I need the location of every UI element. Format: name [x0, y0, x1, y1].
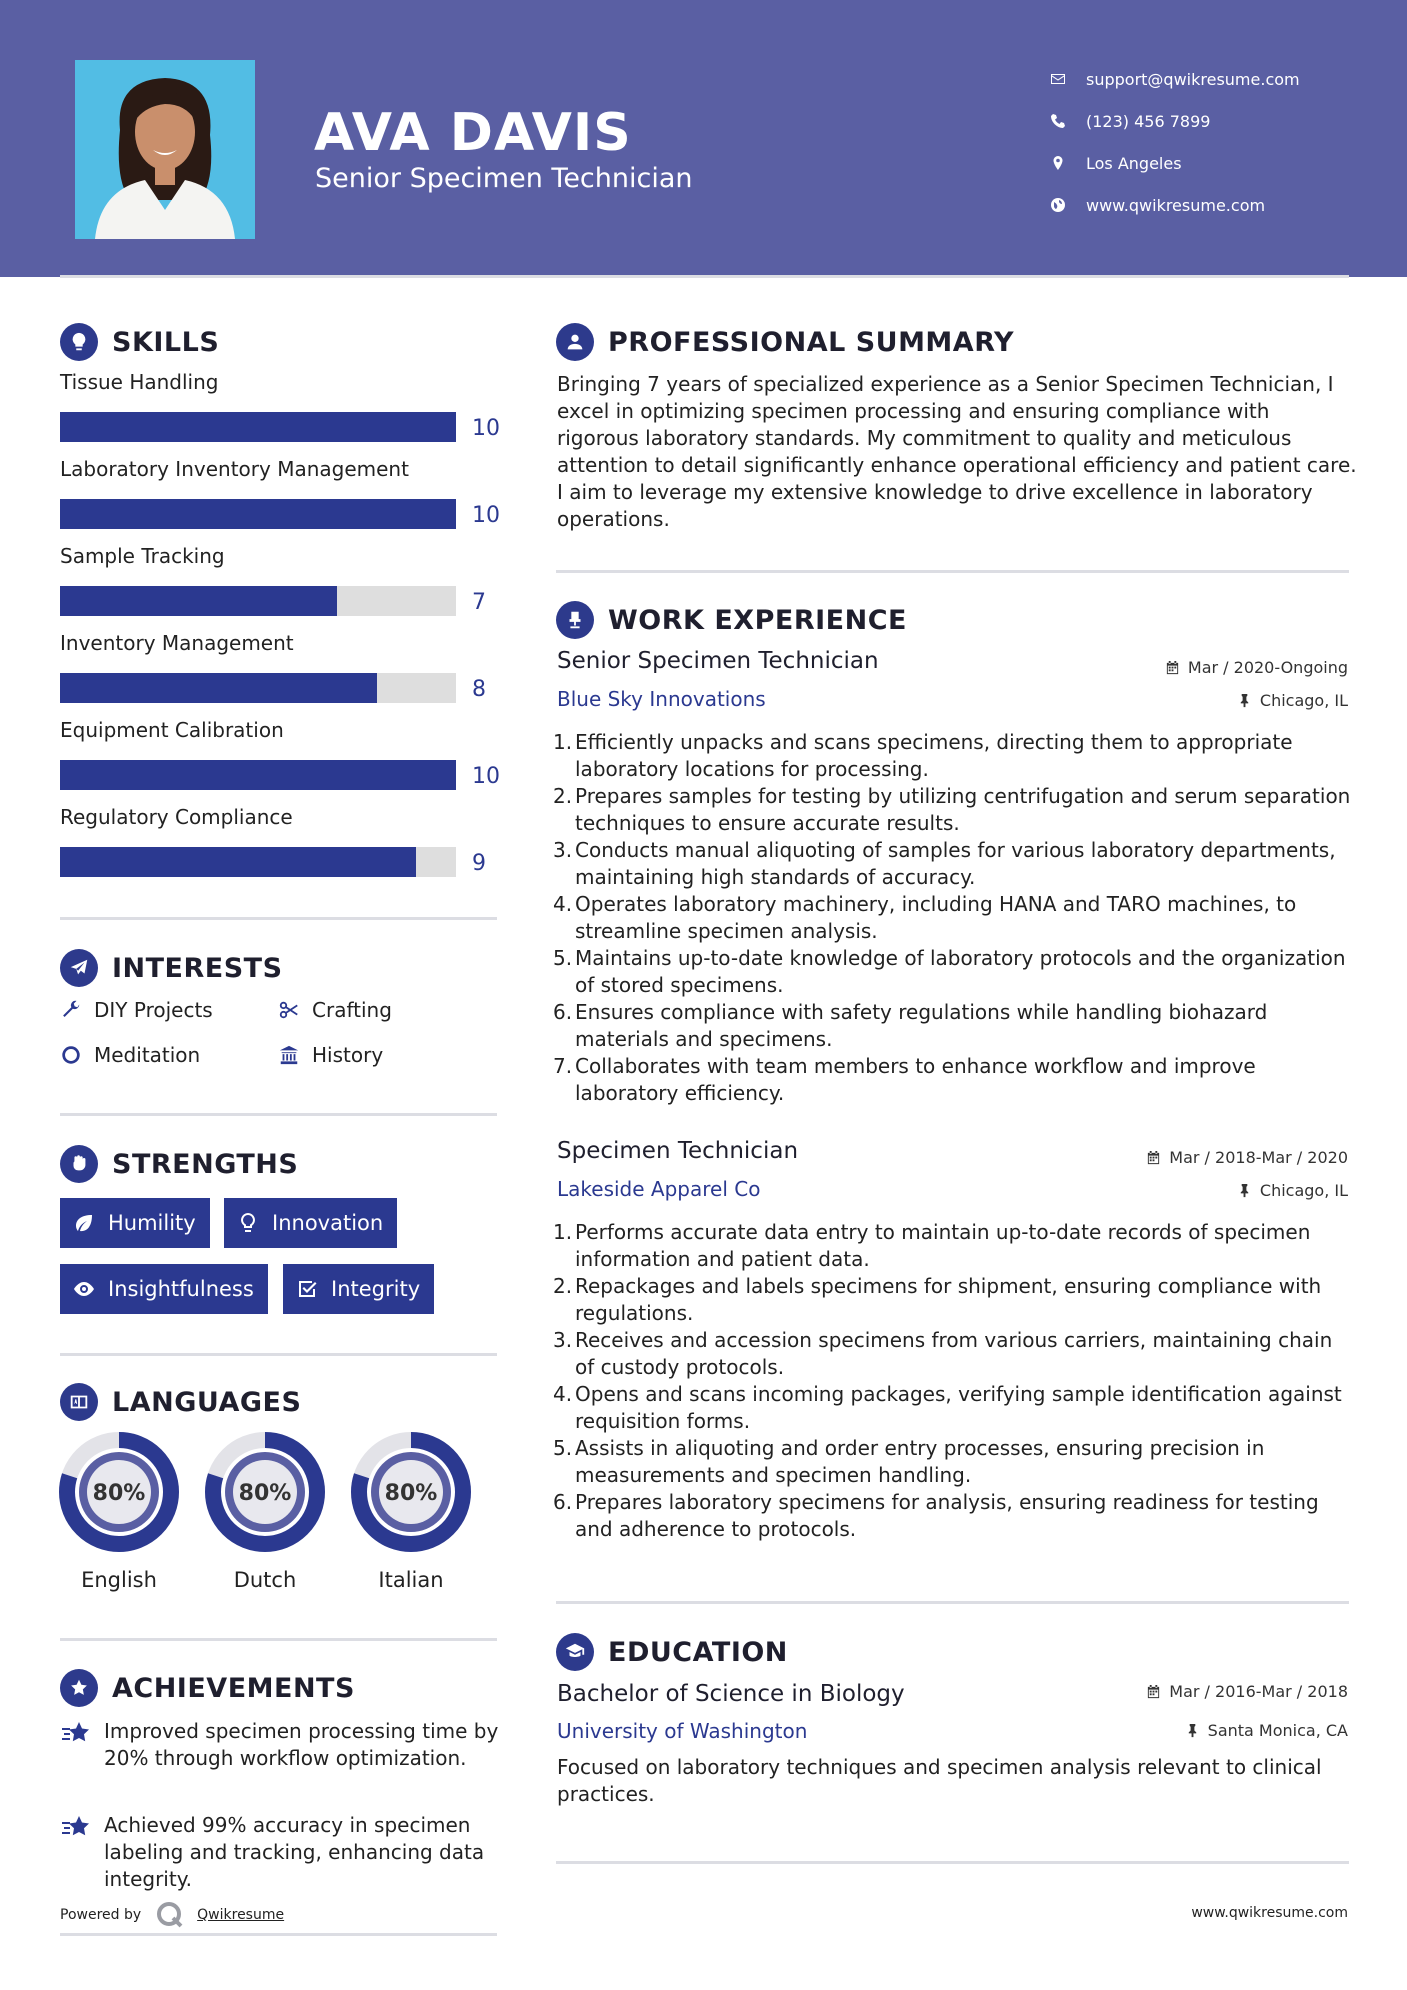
summary-divider	[556, 570, 1349, 573]
contact-location	[1050, 142, 1300, 184]
strength-badge-insightfulness	[60, 1264, 268, 1314]
envelope-icon	[1050, 71, 1086, 87]
job-duty-item: 4. Opens and scans incoming packages, verifying sample identification against requisition forms.	[553, 1382, 1342, 1433]
education-dates	[1146, 1682, 1348, 1701]
contact-website[interactable]	[1050, 184, 1300, 226]
eye-icon	[72, 1277, 96, 1301]
skills-title: SKILLS	[112, 326, 220, 358]
user-icon	[556, 323, 594, 361]
profile-photo	[75, 60, 255, 239]
skill-item	[60, 631, 510, 703]
calendar-icon	[1165, 660, 1180, 675]
experience-title: WORK EXPERIENCE	[608, 604, 907, 636]
languages-heading	[60, 1383, 301, 1421]
language-item	[57, 1430, 181, 1592]
job-company: Lakeside Apparel Co	[557, 1177, 761, 1201]
scissors-icon	[278, 999, 300, 1021]
interest-item-crafting	[278, 998, 392, 1022]
strengths-divider	[60, 1353, 497, 1356]
job-duty-item: 5. Maintains up-to-date knowledge of laboratory protocols and the organization of stored specimens.	[553, 946, 1346, 997]
powered-by-label: Powered by	[60, 1907, 142, 1923]
skill-name: Tissue Handling	[60, 370, 219, 394]
strength-label: Innovation	[272, 1211, 384, 1235]
skills-heading	[60, 323, 219, 361]
job-duty-text: Opens and scans incoming packages, verifying sample identification against requisition forms.	[575, 1382, 1342, 1433]
language-donut	[57, 1430, 181, 1554]
star-icon	[60, 1814, 92, 1842]
job-dates	[1165, 658, 1348, 677]
skill-bar-fill	[60, 673, 377, 703]
museum-icon	[278, 1044, 300, 1066]
contact-phone-text: (123) 456 7899	[1086, 111, 1211, 131]
job-duty-item: 7. Collaborates with team members to enhance workflow and improve laboratory efficiency.	[553, 1054, 1256, 1105]
pushpin-icon	[1237, 693, 1252, 708]
contact-website-text: www.qwikresume.com	[1086, 195, 1266, 215]
language-donut	[349, 1430, 473, 1554]
job-duty-text: Maintains up-to-date knowledge of laboratory protocols and the organization of stored specimens.	[575, 946, 1346, 997]
globe-icon	[1050, 197, 1086, 213]
education-title: EDUCATION	[608, 1636, 788, 1668]
achievements-title: ACHIEVEMENTS	[112, 1672, 355, 1704]
skill-name: Equipment Calibration	[60, 718, 284, 742]
skill-item	[60, 544, 510, 616]
wrench-icon	[60, 999, 82, 1021]
contact-email-text: support@qwikresume.com	[1086, 69, 1300, 89]
strength-label: Insightfulness	[108, 1277, 254, 1301]
achievement-item	[60, 1812, 500, 1893]
experience-divider	[556, 1601, 1349, 1604]
interest-item-diy	[60, 998, 213, 1022]
footer-url-link[interactable]: www.qwikresume.com	[1191, 1905, 1348, 1921]
job-duty-text: Receives and accession specimens from various carriers, maintaining chain of custody protocols.	[575, 1328, 1333, 1379]
strength-label: Humility	[108, 1211, 196, 1235]
job-duty-item: 4. Operates laboratory machinery, including HANA and TARO machines, to streamline specimen analysis.	[553, 892, 1297, 943]
job-duty-item: 3. Receives and accession specimens from various carriers, maintaining chain of custody protocols.	[553, 1328, 1333, 1379]
contact-email[interactable]	[1050, 58, 1300, 100]
powered-by-brand-link[interactable]: Qwikresume	[197, 1907, 285, 1923]
language-name: Dutch	[233, 1568, 297, 1592]
language-icon	[60, 1383, 98, 1421]
candidate-title: Senior Specimen Technician	[315, 163, 693, 194]
skills-divider	[60, 917, 497, 920]
lightbulb-icon	[236, 1211, 260, 1235]
skill-bar	[60, 586, 510, 616]
language-level: 80%	[92, 1481, 146, 1506]
check-square-icon	[295, 1277, 319, 1301]
language-level: 80%	[384, 1481, 438, 1506]
achievement-text: Achieved 99% accuracy in specimen labeling and tracking, enhancing data integrity.	[104, 1813, 485, 1891]
skill-item	[60, 718, 510, 790]
calendar-icon	[1146, 1684, 1161, 1699]
skill-bar-fill	[60, 760, 456, 790]
job-duty-text: Prepares samples for testing by utilizing centrifugation and serum separation techniques to ensure accurate results.	[575, 784, 1351, 835]
interest-label: Crafting	[312, 998, 392, 1022]
job-location	[1237, 1181, 1348, 1200]
map-pin-icon	[1050, 155, 1086, 171]
education-location	[1185, 1721, 1348, 1740]
education-description: Focused on laboratory techniques and specimen analysis relevant to clinical practices.	[557, 1755, 1322, 1806]
paper-plane-icon	[60, 949, 98, 987]
footer-left-divider	[60, 1933, 497, 1936]
interests-heading	[60, 949, 283, 987]
summary-title: PROFESSIONAL SUMMARY	[608, 326, 1015, 358]
education-divider	[556, 1861, 1349, 1864]
interest-label: Meditation	[94, 1043, 201, 1067]
interests-divider	[60, 1113, 497, 1116]
achievement-item	[60, 1718, 500, 1772]
candidate-name: AVA DAVIS	[314, 103, 632, 163]
skill-name: Sample Tracking	[60, 544, 225, 568]
job-duties-list	[553, 1219, 1356, 1543]
interest-item-history	[278, 1043, 383, 1067]
job-duty-text: Ensures compliance with safety regulations while handling biohazard materials and specimens.	[575, 1000, 1268, 1051]
briefcase-chair-icon	[556, 601, 594, 639]
job-title: Specimen Technician	[557, 1138, 799, 1164]
skill-bar-fill	[60, 847, 416, 877]
pushpin-icon	[1185, 1723, 1200, 1738]
leaf-icon	[72, 1211, 96, 1235]
job-dates-text: Mar / 2020-Ongoing	[1187, 658, 1348, 677]
skill-bar	[60, 412, 510, 442]
job-duty-text: Performs accurate data entry to maintain up-to-date records of specimen information and patient data.	[575, 1220, 1311, 1271]
job-duty-item: 3. Conducts manual aliquoting of samples for various laboratory departments, maintaining high standards of accuracy.	[553, 838, 1336, 889]
skill-item	[60, 457, 510, 529]
skill-bar	[60, 673, 510, 703]
job-duty-text: Operates laboratory machinery, including HANA and TARO machines, to streamline specimen analysis.	[575, 892, 1297, 943]
school-name: University of Washington	[557, 1719, 808, 1743]
summary-text: Bringing 7 years of specialized experience as a Senior Specimen Technician, I excel in optimizing specimen processing and ensuring compliance with rigorous laboratory standards. My commitment to quality and meticulous attention to detail significantly enhance operational efficiency and patient care. I aim to leverage my extensive knowledge to drive excellence in laboratory operations.	[557, 372, 1357, 531]
job-location-text: Chicago, IL	[1259, 691, 1348, 710]
header-divider	[60, 275, 1349, 278]
calendar-icon	[1146, 1150, 1161, 1165]
skill-value: 9	[472, 851, 486, 876]
skill-bar	[60, 499, 510, 529]
skill-bar-fill	[60, 412, 456, 442]
job-duty-text: Assists in aliquoting and order entry processes, ensuring precision in measurements and specimen handling.	[575, 1436, 1265, 1487]
languages-title: LANGUAGES	[112, 1386, 302, 1418]
interest-item-meditation	[60, 1043, 200, 1067]
skill-name: Laboratory Inventory Management	[60, 457, 409, 481]
education-location-text: Santa Monica, CA	[1207, 1721, 1348, 1740]
degree-title: Bachelor of Science in Biology	[557, 1681, 905, 1707]
phone-icon	[1050, 113, 1086, 129]
skill-value: 10	[472, 764, 500, 789]
skill-bar-fill	[60, 586, 337, 616]
job-duty-item: 6. Prepares laboratory specimens for analysis, ensuring readiness for testing and adherence to protocols.	[553, 1490, 1319, 1541]
star-icon	[60, 1720, 92, 1748]
star-badge-icon	[60, 1669, 98, 1707]
achievements-heading	[60, 1669, 355, 1707]
strengths-title: STRENGTHS	[112, 1148, 299, 1180]
job-duty-item: 5. Assists in aliquoting and order entry processes, ensuring precision in measurements and specimen handling.	[553, 1436, 1265, 1487]
education-dates-text: Mar / 2016-Mar / 2018	[1169, 1682, 1348, 1701]
job-dates	[1146, 1148, 1348, 1167]
job-duty-item: 2. Prepares samples for testing by utilizing centrifugation and serum separation techniques to ensure accurate results.	[553, 784, 1351, 835]
job-location-text: Chicago, IL	[1259, 1181, 1348, 1200]
fist-icon	[60, 1145, 98, 1183]
contact-list	[1050, 58, 1300, 226]
job-dates-text: Mar / 2018-Mar / 2020	[1169, 1148, 1348, 1167]
language-name: English	[81, 1568, 157, 1592]
skill-value: 7	[472, 590, 486, 615]
experience-heading	[556, 601, 907, 639]
graduate-icon	[556, 1633, 594, 1671]
languages-divider	[60, 1638, 497, 1641]
job-duty-text: Collaborates with team members to enhance workflow and improve laboratory efficiency.	[575, 1054, 1256, 1105]
interest-label: History	[312, 1043, 384, 1067]
language-donut	[203, 1430, 327, 1554]
skill-name: Inventory Management	[60, 631, 294, 655]
skill-item	[60, 805, 510, 877]
language-name: Italian	[378, 1568, 444, 1592]
interests-title: INTERESTS	[112, 952, 283, 984]
summary-heading	[556, 323, 1014, 361]
job-duties-list	[553, 729, 1356, 1107]
job-duty-item: 2. Repackages and labels specimens for shipment, ensuring compliance with regulations.	[553, 1274, 1322, 1325]
job-duty-text: Efficiently unpacks and scans specimens, directing them to appropriate laboratory locations for processing.	[575, 730, 1293, 781]
pushpin-icon	[1237, 1183, 1252, 1198]
job-location	[1237, 691, 1348, 710]
skill-item	[60, 370, 510, 442]
language-item	[203, 1430, 327, 1592]
job-duty-text: Conducts manual aliquoting of samples for various laboratory departments, maintaining high standards of accuracy.	[575, 838, 1336, 889]
language-level: 80%	[238, 1481, 292, 1506]
resume-header	[0, 0, 1407, 277]
skill-bar-fill	[60, 499, 456, 529]
strength-badge-integrity	[283, 1264, 434, 1314]
skill-name: Regulatory Compliance	[60, 805, 293, 829]
strengths-heading	[60, 1145, 298, 1183]
strength-badge-humility	[60, 1198, 210, 1248]
powered-by	[60, 1900, 284, 1930]
skill-bar	[60, 847, 510, 877]
strength-label: Integrity	[331, 1277, 421, 1301]
education-heading	[556, 1633, 788, 1671]
skill-value: 8	[472, 677, 486, 702]
skill-value: 10	[472, 416, 500, 441]
lightbulb-icon	[60, 323, 98, 361]
achievement-text: Improved specimen processing time by 20% through workflow optimization.	[104, 1719, 499, 1770]
contact-location-text: Los Angeles	[1086, 153, 1182, 173]
job-duty-item: 1. Efficiently unpacks and scans specimens, directing them to appropriate laboratory locations for processing.	[553, 730, 1293, 781]
skill-bar	[60, 760, 510, 790]
contact-phone[interactable]	[1050, 100, 1300, 142]
job-duty-item: 6. Ensures compliance with safety regulations while handling biohazard materials and specimens.	[553, 1000, 1268, 1051]
job-duty-text: Prepares laboratory specimens for analysis, ensuring readiness for testing and adherence to protocols.	[575, 1490, 1319, 1541]
job-company: Blue Sky Innovations	[557, 687, 766, 711]
job-duty-text: Repackages and labels specimens for shipment, ensuring compliance with regulations.	[575, 1274, 1322, 1325]
job-title: Senior Specimen Technician	[557, 648, 879, 674]
interest-label: DIY Projects	[94, 998, 213, 1022]
qwikresume-logo-icon	[155, 1900, 185, 1930]
job-duty-item: 1. Performs accurate data entry to maintain up-to-date records of specimen information and patient data.	[553, 1220, 1311, 1271]
circle-icon	[60, 1044, 82, 1066]
strength-badge-innovation	[224, 1198, 397, 1248]
skill-value: 10	[472, 503, 500, 528]
language-item	[349, 1430, 473, 1592]
